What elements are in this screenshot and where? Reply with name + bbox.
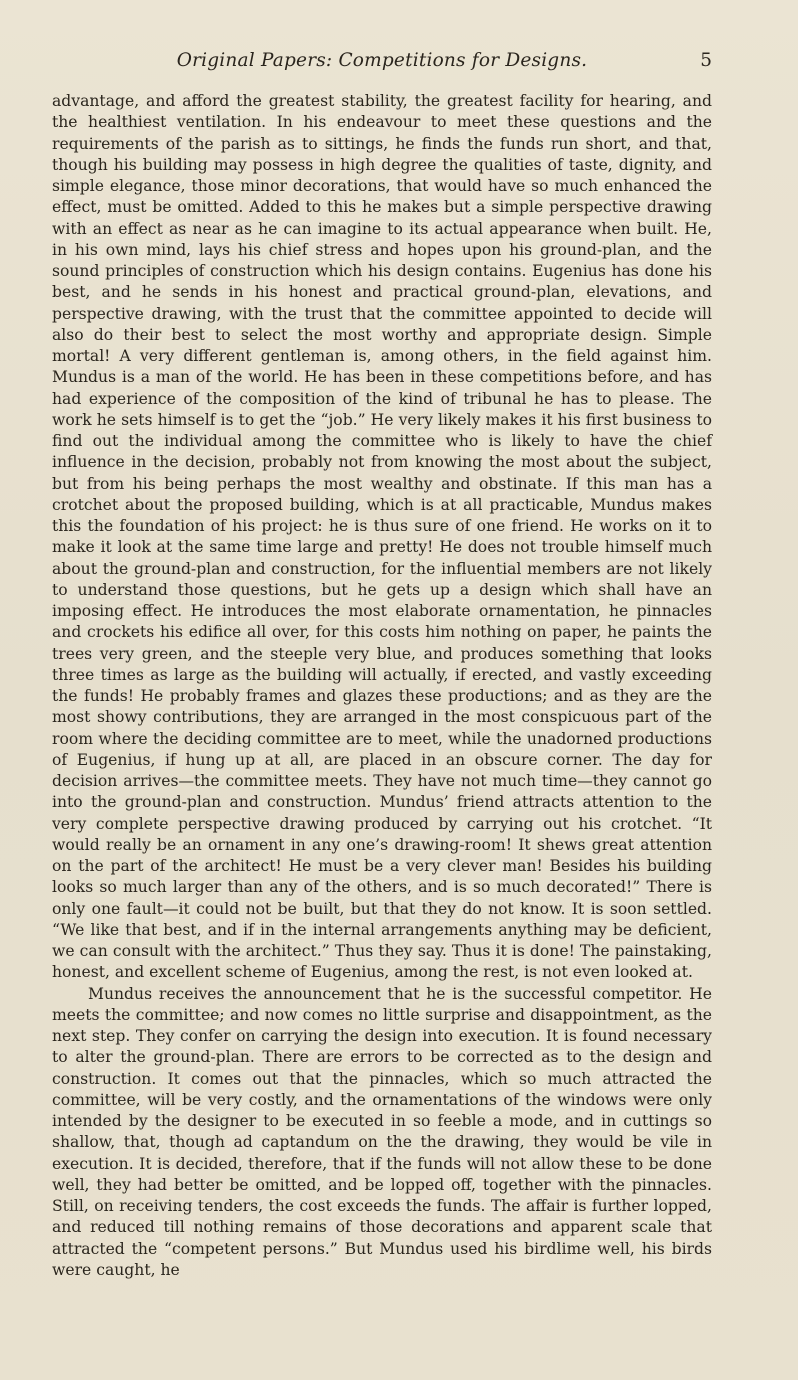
running-head-title: Original Papers: Competitions for Designs.	[176, 50, 588, 71]
body-text	[52, 91, 712, 1281]
page-number: 5	[700, 50, 712, 71]
running-head	[52, 50, 712, 76]
paragraph-continued: advantage, and afford the greatest stability, the greatest facility for hearing, and the healthiest ventilation. In his endeavour to meet these questions and the requirements of the parish as to sittings, he finds the funds run short, and that, though his building may possess in high degree the qualities of taste, dignity, and simple elegance, those minor decorations, that would have so much enhanced the effect, must be omitted. Added to this he makes but a simple perspective drawing with an effect as near as he can imagine to its actual appearance when built. He, in his own mind, lays his chief stress and hopes upon his ground-plan, and the sound principles of construction which his design contains. Eugenius has done his best, and he sends in his honest and practical ground-plan, elevations, and perspective drawing, with the trust that the committee appointed to decide will also do their best to select the most worthy and appropriate design. Simple mortal! A very different gentleman is, among others, in the field against him. Mundus is a man of the world. He has been in these competitions before, and has had experience of the composition of the kind of tribunal he has to please. The work he sets himself is to get the “job.” He very likely makes it his first business to find out the individual among the committee who is likely to have the chief influence in the decision, probably not from knowing the most about the subject, but from his being perhaps the most wealthy and obstinate. If this man has a crotchet about the proposed building, which is at all practicable, Mundus makes this the foundation of his project: he is thus sure of one friend. He works on it to make it look at the same time large and pretty! He does not trouble himself much about the ground-plan and construction, for the influential members are not likely to understand those questions, but he gets up a design which shall have an imposing effect. He introduces the most elaborate ornamentation, he pinnacles and crockets his edifice all over, for this costs him nothing on paper, he paints the trees very green, and the steeple very blue, and produces something that looks three times as large as the building will actually, if erected, and vastly exceeding the funds! He probably frames and glazes these productions; and as they are the most showy contributions, they are arranged in the most conspicuous part of the room where the deciding committee are to meet, while the unadorned productions of Eugenius, if hung up at all, are placed in an obscure corner. The day for decision arrives—the committee meets. They have not much time—they cannot go into the ground-plan and construction. Mundus’ friend attracts attention to the very complete perspective drawing produced by carrying out his crotchet. “It would really be an ornament in any one’s drawing-room! It shews great attention on the part of the architect! He must be a very clever man! Besides his building looks so much larger than any of the others, and is so much decorated!” There is only one fault—it could not be built, but that they do not know. It is soon settled. “We like that best, and if in the internal arrangements anything may be deficient, we can consult with the architect.” Thus they say. Thus it is done! The painstaking, honest, and excellent scheme of Eugenius, among the rest, is not even looked at.	[52, 92, 712, 982]
paragraph-mundus-receives: Mundus receives the announcement that he is the successful competitor. He meets the committee; and now comes no little surprise and disappointment, as the next step. They confer on carrying the design into execution. It is found necessary to alter the ground-plan. There are errors to be corrected as to the design and construction. It comes out that the pinnacles, which so much attracted the committee, will be very costly, and the ornamentations of the windows were only intended by the designer to be executed in so feeble a mode, and in cuttings so shallow, that, though ad captandum on the the drawing, they would be vile in execution. It is decided, therefore, that if the funds will not allow these to be done well, they had better be omitted, and be lopped off, together with the pinnacles. Still, on receiving tenders, the cost exceeds the funds. The affair is further lopped, and reduced till nothing remains of those decorations and apparent scale that attracted the “competent persons.” But Mundus used his birdlime well, his birds were caught, he	[52, 984, 712, 1279]
